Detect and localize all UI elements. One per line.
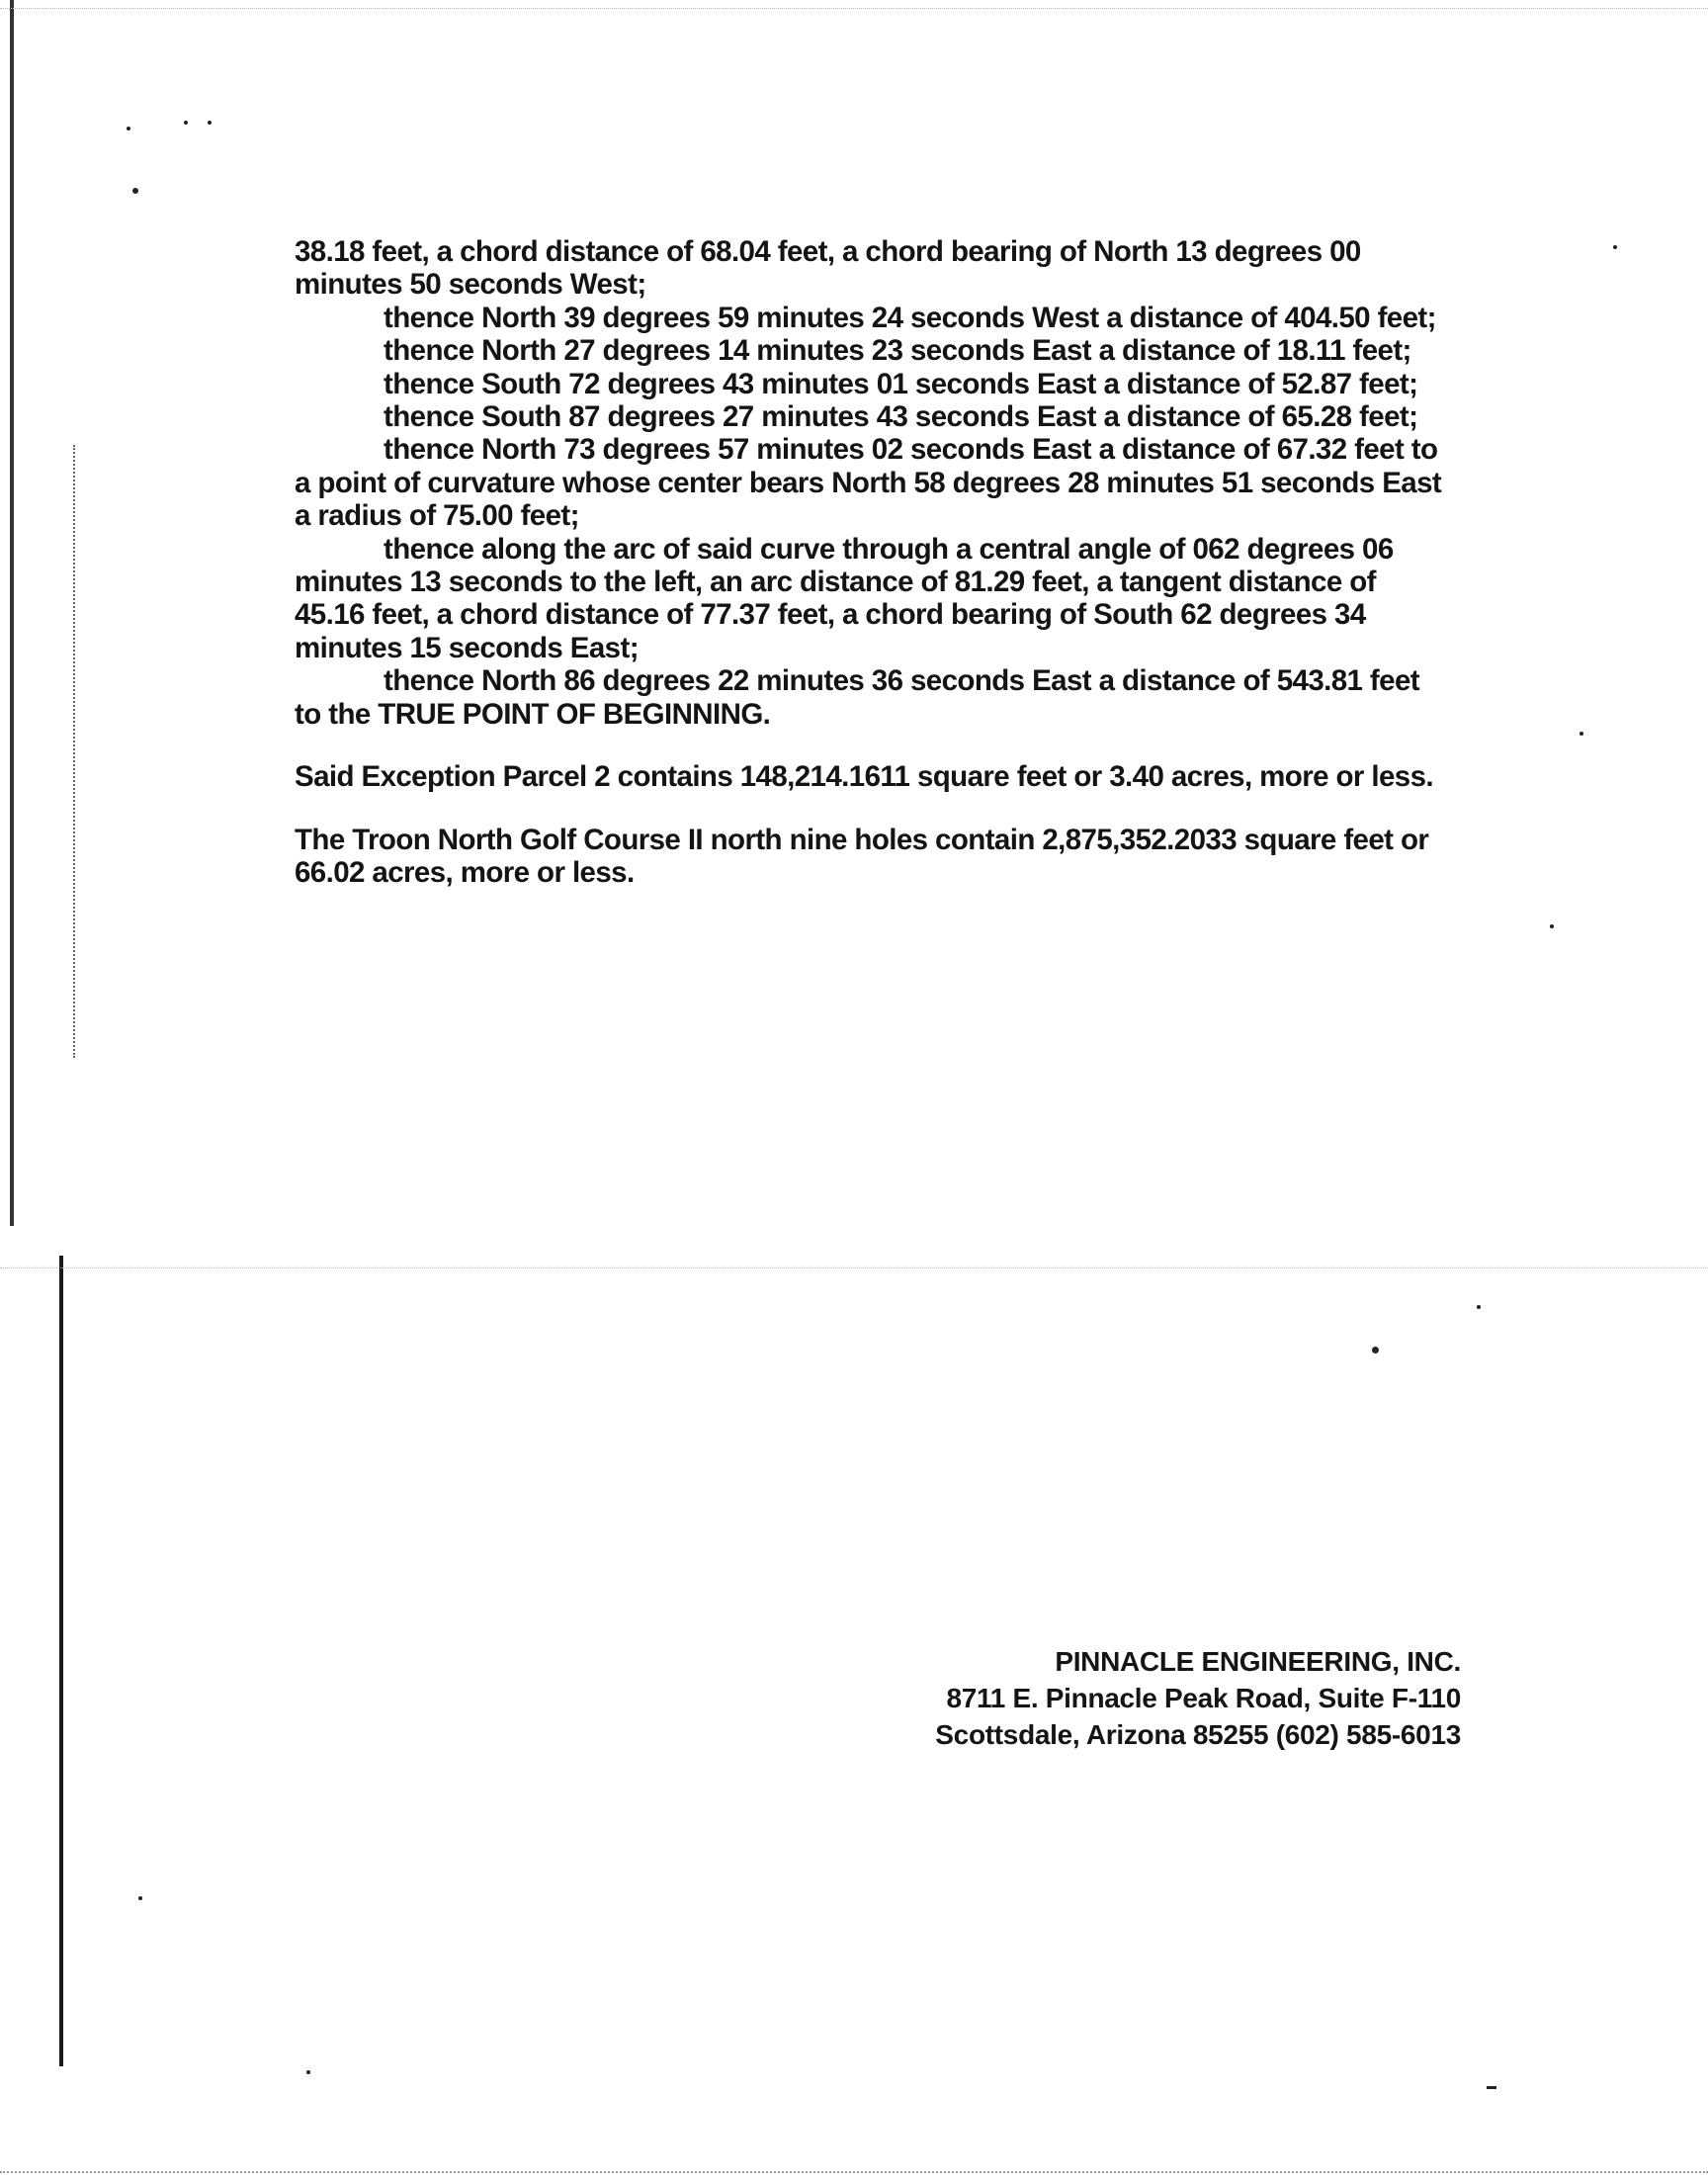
text-line: thence South 87 degrees 27 minutes 43 seconds East a distance of 65.28 feet; <box>384 400 1418 434</box>
text-line: minutes 15 seconds East; <box>295 631 639 664</box>
scan-artifact-dotted <box>73 445 77 1058</box>
text-line: a radius of 75.00 feet; <box>295 499 579 533</box>
company-name: PINNACLE ENGINEERING, INC. <box>1055 1646 1461 1677</box>
text-line: minutes 50 seconds West; <box>295 268 646 302</box>
text-line: thence North 86 degrees 22 minutes 36 seconds East a distance of 543.81 feet <box>384 664 1419 698</box>
text-line: thence along the arc of said curve through a central angle of 062 degrees 06 <box>384 532 1394 566</box>
text-line: 66.02 acres, more or less. <box>295 855 635 889</box>
text-line: to the TRUE POINT OF BEGINNING. <box>295 697 771 731</box>
scan-speck <box>1372 1347 1379 1353</box>
parcel-area-statement: Said Exception Parcel 2 contains 148,214.1611 square feet or 3.40 acres, more or less. <box>295 760 1433 794</box>
scan-speck <box>1477 1305 1481 1309</box>
scan-speck <box>1550 924 1554 928</box>
scan-speck <box>208 121 212 125</box>
scan-artifact-fold <box>0 1267 1708 1268</box>
scan-bottom-edge <box>0 2171 1708 2176</box>
legal-description-text <box>295 235 1471 889</box>
company-city-phone: Scottsdale, Arizona 85255 (602) 585-6013 <box>935 1719 1461 1750</box>
text-line: thence South 72 degrees 43 minutes 01 seconds East a distance of 52.87 feet; <box>384 367 1418 400</box>
scan-speck <box>1487 2086 1496 2089</box>
text-line: minutes 13 seconds to the left, an arc distance of 81.29 feet, a tangent distance of <box>295 566 1376 599</box>
scan-speck <box>138 1896 142 1900</box>
scan-edge-line <box>10 0 14 1226</box>
company-address: 8711 E. Pinnacle Peak Road, Suite F-110 <box>946 1683 1461 1713</box>
scan-speck <box>306 2070 310 2074</box>
text-line: thence North 39 degrees 59 minutes 24 seconds West a distance of 404.50 feet; <box>384 301 1436 334</box>
text-line: thence North 27 degrees 14 minutes 23 seconds East a distance of 18.11 feet; <box>384 334 1411 368</box>
company-signature-block <box>935 1643 1461 1753</box>
scan-speck <box>127 127 130 131</box>
scan-speck <box>1613 245 1617 249</box>
scan-speck <box>184 121 188 125</box>
text-line: thence North 73 degrees 57 minutes 02 seconds East a distance of 67.32 feet to <box>384 433 1438 467</box>
scan-artifact-top <box>0 8 1708 9</box>
scan-speck <box>132 188 138 194</box>
text-line: 38.18 feet, a chord distance of 68.04 feet, a chord bearing of North 13 degrees 00 <box>295 235 1361 268</box>
scan-edge-line-lower <box>59 1256 63 2066</box>
golf-course-area-statement: The Troon North Golf Course II north nine holes contain 2,875,352.2033 square feet or <box>295 823 1429 856</box>
text-line: 45.16 feet, a chord distance of 77.37 feet, a chord bearing of South 62 degrees 34 <box>295 598 1366 632</box>
text-line: a point of curvature whose center bears North 58 degrees 28 minutes 51 seconds East <box>295 466 1442 499</box>
scan-speck <box>1580 732 1583 736</box>
